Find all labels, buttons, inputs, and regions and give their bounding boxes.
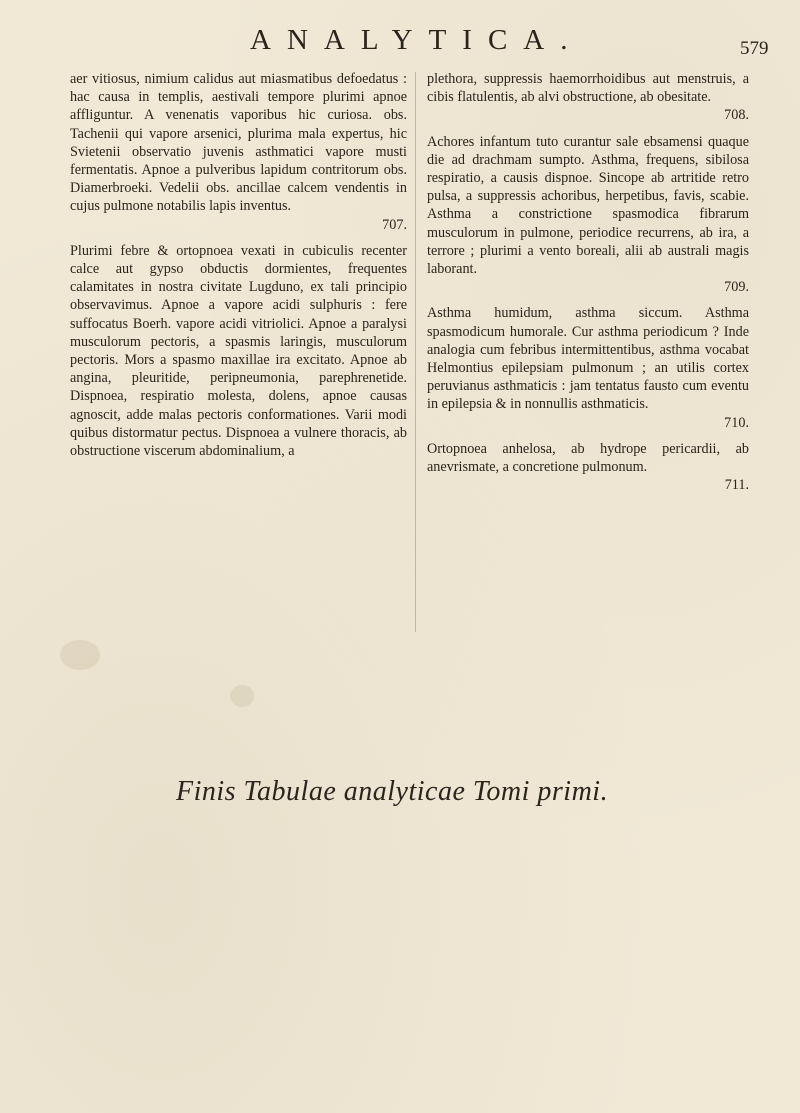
paragraph-text: plethora, suppressis haemorrhoidibus aut menstruis, a cibis flatulentis, ab alvi obstructione, ab obesitate. bbox=[427, 71, 749, 106]
paragraph-text: Achores infantum tuto curantur sale ebsamensi quaque die ad drachmam sumpto. Asthma, frequens, sibilosa respiratio, a causis dispnoe. Sincope ab artritide retro pulsa, a suppressis achoribus, herpetibus, favis, scabie. Asthma a constrictione spasmodica fibrarum musculorum in pulmone, periodice recurrens, ab ira, a terrore ; plurimi a vento boreali, alii ab australi magis laborant. bbox=[427, 133, 749, 278]
paragraph bbox=[70, 242, 407, 460]
paragraph-text: Asthma humidum, asthma siccum. Asthma spasmodicum humorale. Cur asthma periodicum ? Inde analogia cum febribus intermittentibus, asthma vocabat Helmontius epilepsiam pulmonum ; an utilis cortex peruvianus asthmaticis : jam tentatus fausto cum eventu in epilepsia & in nonnullis asthmaticis. bbox=[427, 305, 749, 413]
paragraph-number: 710. bbox=[724, 414, 749, 431]
left-column bbox=[70, 70, 407, 468]
right-column bbox=[427, 70, 749, 502]
column-divider bbox=[415, 72, 416, 632]
paragraph-text: Ortopnoea anhelosa, ab hydrope pericardii, ab anevrismate, a concretione pulmonum. bbox=[427, 440, 749, 476]
paper-stain bbox=[60, 640, 100, 670]
paragraph bbox=[427, 133, 749, 297]
paragraph-number: 711. bbox=[724, 477, 749, 494]
paragraph-text: aer vitiosus, nimium calidus aut miasmatibus defoedatus : hac causa in templis, aestivali tempore plurimi apnoe affliguntur. A venenatis vaporibus hic curiosa. obs. Tachenii qui vapore arsenici, plurima mala expertus, hic Svietenii observatio juvenis asthmatici vapore musti fermentatis. Apnoe a pulveribus lapidum contritorum obs. Diamerbroeki. Vedelii obs. ancillae calcem vendentis in cujus pulmone notabilis lapis inventus. bbox=[70, 71, 407, 215]
paragraph-text: Plurimi febre & ortopnoea vexati in cubiculis recenter calce aut gypso obductis dormientes, frequentes calamitates in nostra civitate Lugduno, ex tali principio observavimus. Apnoe a vapore acidi sulphuris : fere suffocatus Boerh. vapore acidi vitriolici. Apnoe a paralysi musculorum pectoris, a spasmis laringis, musculorum pectoris. Mors a spasmo maxillae ira excitato. Apnoe ab angina, pleuritide, peripneumonia, parephrenetide. Dispnoea, respiratio molesta, dolens, apnoe causas agnoscit, adde malas pectoris conformationes. Varii modi quibus distormatur pectus. Dispnoea a vulnere thoracis, ab obstructione viscerum abdominalium, a bbox=[70, 242, 407, 460]
running-header bbox=[0, 18, 800, 58]
page-number: 579 bbox=[740, 38, 769, 59]
paragraph bbox=[427, 304, 749, 431]
paragraph-number: 709. bbox=[724, 279, 749, 296]
paragraph bbox=[427, 70, 749, 125]
paragraph-number: 707. bbox=[382, 216, 407, 233]
paragraph bbox=[427, 440, 749, 495]
paragraph-number: 708. bbox=[724, 107, 749, 124]
paper-stain bbox=[230, 685, 254, 707]
finis-line: Finis Tabulae analyticae Tomi primi. bbox=[176, 776, 609, 807]
header-title: ANALYTICA. bbox=[250, 24, 584, 56]
paragraph bbox=[70, 70, 407, 234]
